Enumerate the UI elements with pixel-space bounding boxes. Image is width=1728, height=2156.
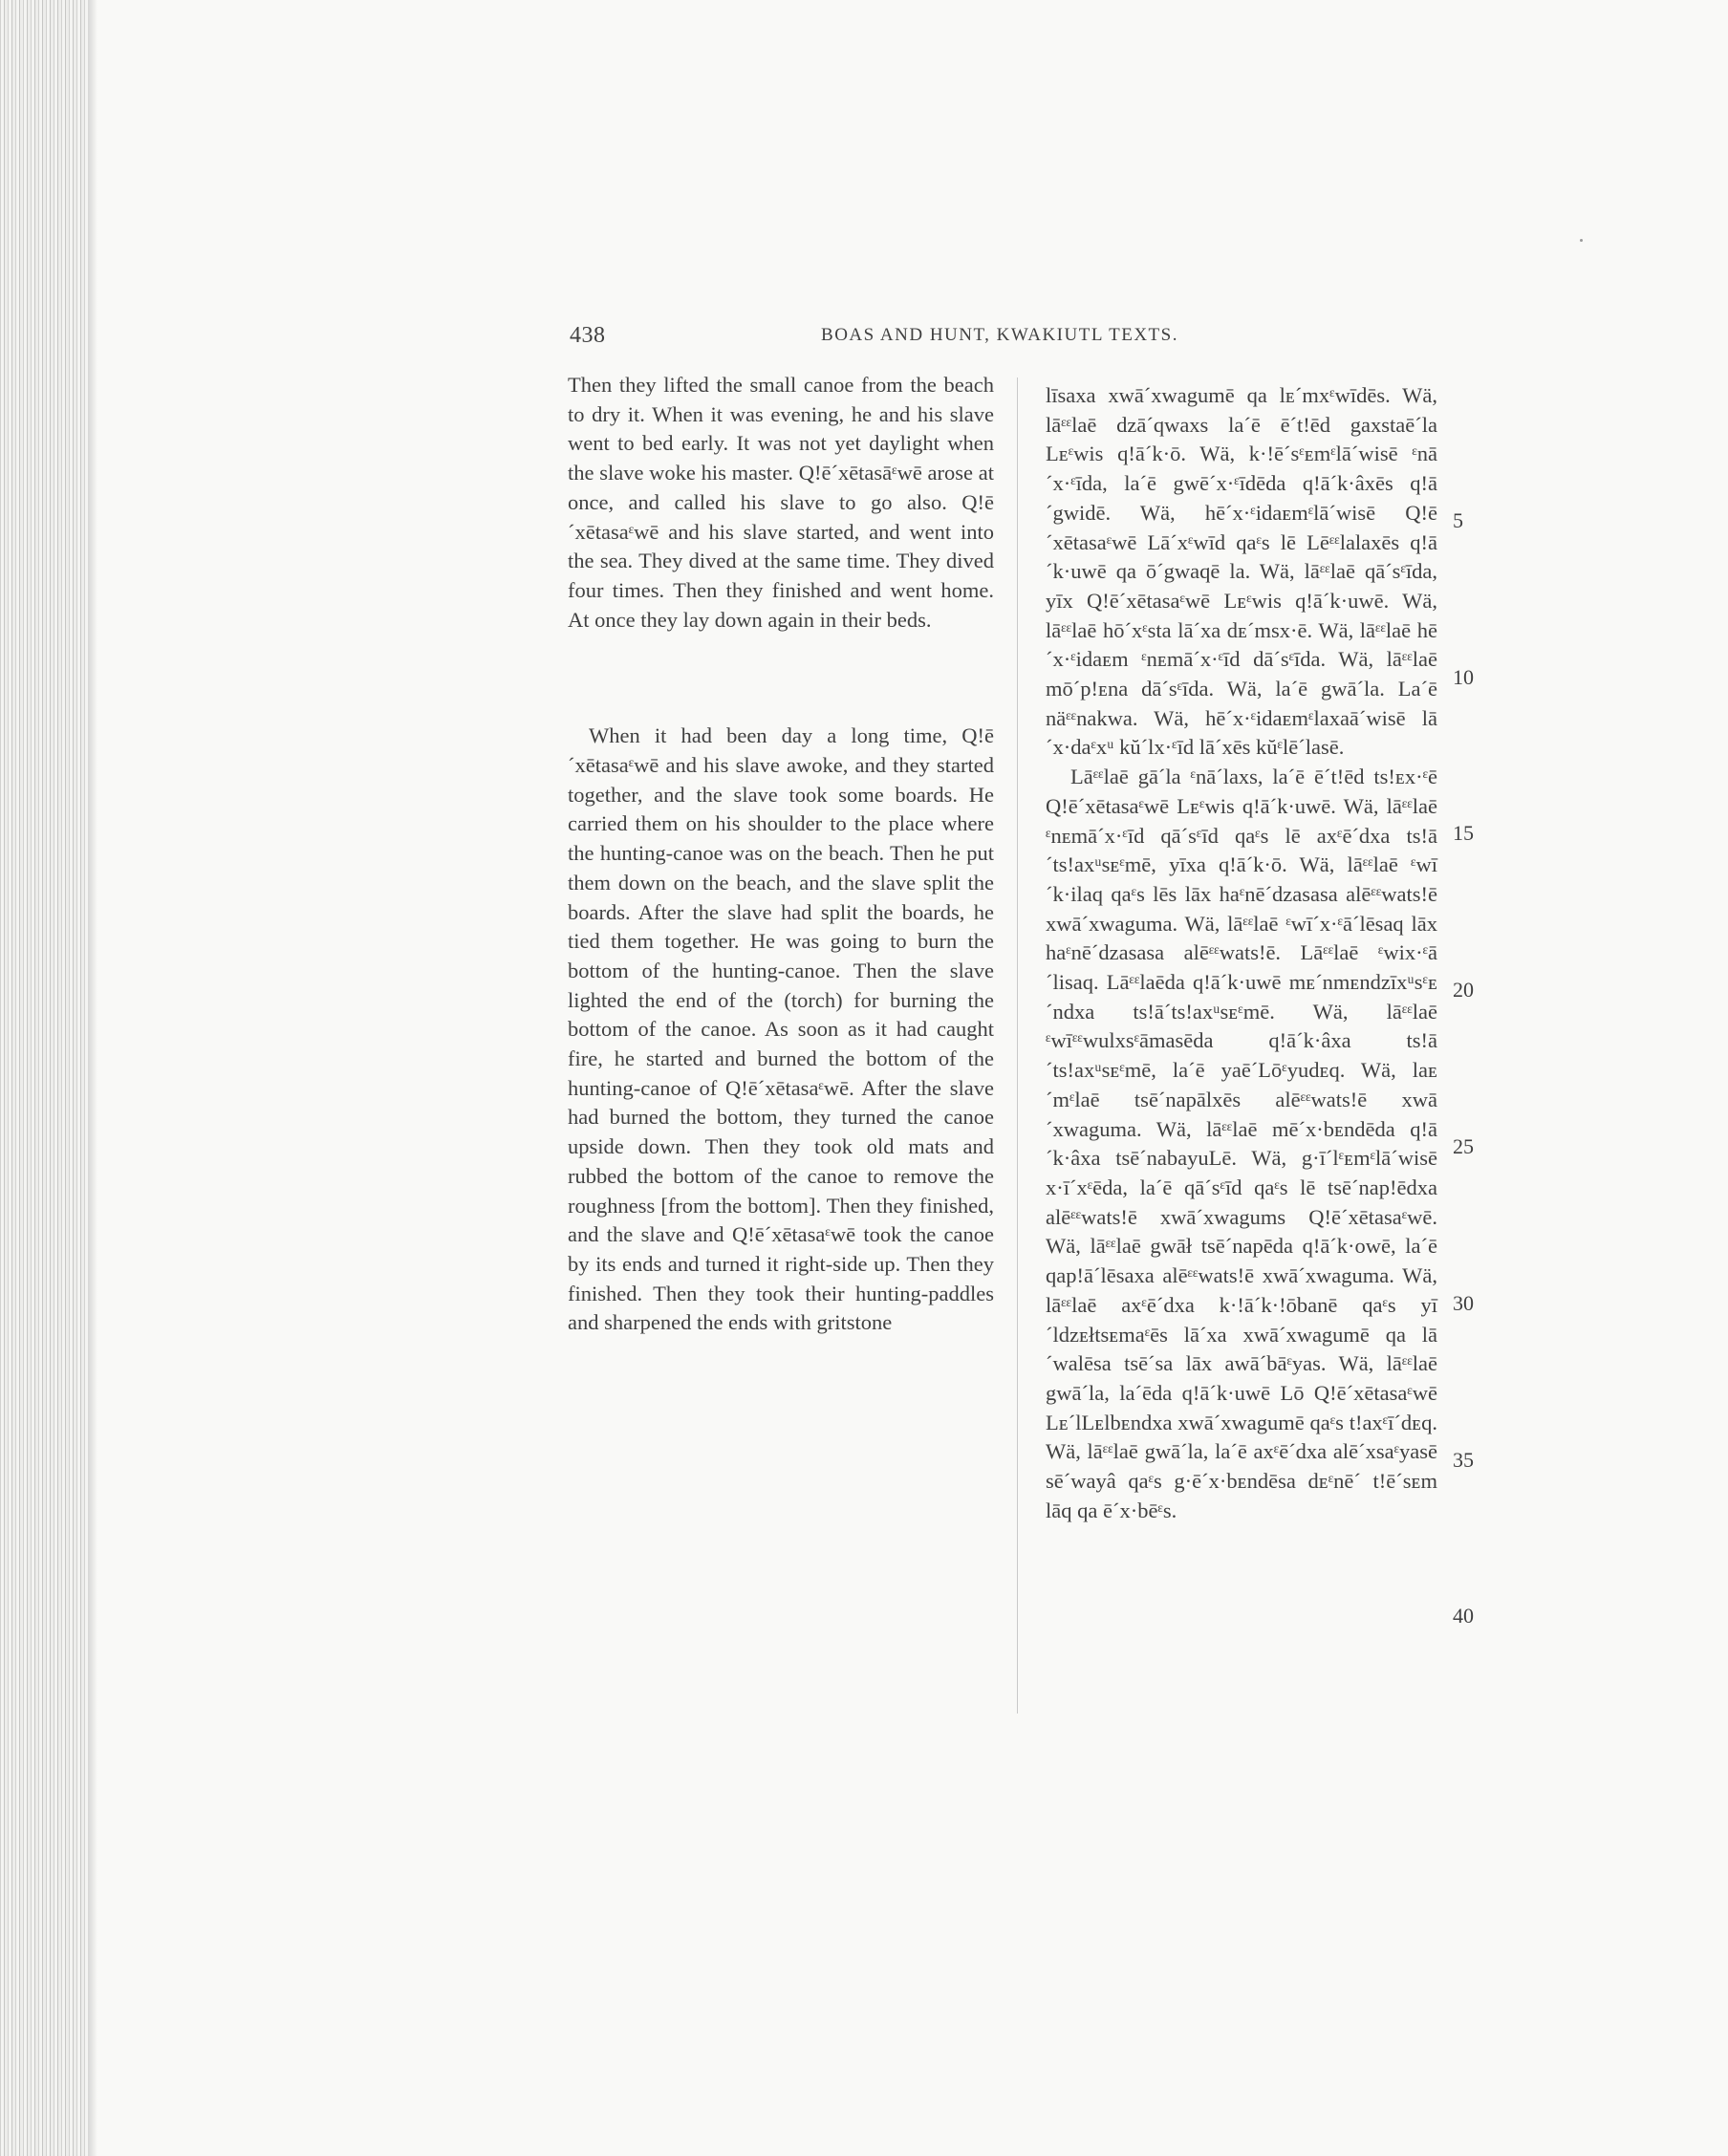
dust-speck (1580, 239, 1583, 242)
line-number: 15 (1453, 821, 1474, 845)
page-number: 438 (570, 323, 606, 348)
line-number: 30 (1453, 1291, 1474, 1315)
book-page-edges (0, 0, 88, 2156)
english-paragraph: Then they lifted the small canoe from the beach to dry it. When it was evening, he and his slave went to bed early. It was not yet daylight when the slave woke his master. Q!ē´xētasāᵋwē arose at once, and called his slave to go also. Q!ē´xētasaᵋwē and his slave started, and went into the sea. They dived at the same time. They dived four times. Then they finished and went home. At once they lay down again in their beds. (568, 373, 994, 632)
column-divider (1017, 377, 1018, 1714)
page-header (570, 323, 1430, 356)
line-number: 40 (1453, 1604, 1474, 1628)
kwakiutl-paragraph: Lāᵋᵋlaē gā´la ᵋnā´laxs, la´ē ē´t!ēd ts!ᴇx·ᵋē Q!ē´xētasaᵋwē Lᴇᵋwis q!ā´k·uwē. Wä, lāᵋᵋlaē ᵋnᴇmā´x·ᵋīd qā´sᵋīd qaᵋs lē axᵋē´dxa ts!ā´ts!axᵘsᴇᵋmē, yīxa q!ā´k·ō. Wä, lāᵋᵋlaē ᵋwī´k·ilaq qaᵋs lēs lāx haᵋnē´dzasasa alēᵋᵋwats!ē xwā´xwaguma. Wä, lāᵋᵋlaē ᵋwī´x·ᵋā´lēsaq lāx haᵋnē´dzasasa alēᵋᵋwats!ē. Lāᵋᵋlaē ᵋwix·ᵋā´lisaq. Lāᵋᵋlaēda q!ā´k·uwē mᴇ´nmᴇndzīxᵘsᵋᴇ´ndxa ts!ā´ts!axᵘsᴇᵋmē. Wä, lāᵋᵋlaē ᵋwīᵋᵋwulxsᵋāmasēda q!ā´k·âxa ts!ā´ts!axᵘsᴇᵋmē, la´ē yaē´Lōᵋyudᴇq. Wä, laᴇ´mᵋlaē tsē´napālxēs alēᵋᵋwats!ē xwā´xwaguma. Wä, lāᵋᵋlaē mē´x·bᴇndēda q!ā´k·âxa tsē´nabayuLē. Wä, g·ī´lᵋᴇmᵋlā´wisē x·ī´xᵋēda, la´ē qā´sᵋīd qaᵋs lē tsē´nap!ēdxa alēᵋᵋwats!ē xwā´xwagums Q!ē´xētasaᵋwē. Wä, lāᵋᵋlaē gwāł tsē´napēda q!ā´k·owē, la´ē qap!ā´lēsaxa alēᵋᵋwats!ē xwā´xwaguma. Wä, lāᵋᵋlaē axᵋē´dxa k·!ā´k·!ōbanē qaᵋs yī´ldzᴇłtsᴇmaᵋēs lā´xa xwā´xwagumē qa lā´walēsa tsē´sa lāx awā´bāᵋyas. Wä, lāᵋᵋlaē gwā´la, la´ēda q!ā´k·uwē Lō Q!ē´xētasaᵋwē Lᴇ´lLᴇlbᴇndxa xwā´xwagumē qaᵋs t!axᵋī´dᴇq. Wä, lāᵋᵋlaē gwā´la, la´ē axᵋē´dxa alē´xsaᵋyasē sē´wayâ qaᵋs g·ē´x·bᴇndēsa dᴇᵋnē´ t!ē´sᴇm lāq qa ē´x·bēᵋs. (1046, 765, 1437, 1522)
line-number: 20 (1453, 978, 1474, 1002)
kwakiutl-paragraph: līsaxa xwā´xwagumē qa lᴇ´mxᵋwīdēs. Wä, lāᵋᵋlaē dzā´qwaxs la´ē ē´t!ēd gaxstaē´la Lᴇᵋwis q!ā´k·ō. Wä, k·!ē´sᵋᴇmᵋlā´wisē ᵋnā´x·ᵋīda, la´ē gwē´x·ᵋīdēda q!ā´k·âxēs q!ā´gwidē. Wä, hē´x·ᵋidaᴇmᵋlā´wisē Q!ē´xētasaᵋwē Lā´xᵋwīd qaᵋs lē Lēᵋᵋlalaxēs q!ā´k·uwē qa ō´gwaqē la. Wä, lāᵋᵋlaē qā´sᵋīda, yīx Q!ē´xētasaᵋwē Lᴇᵋwis q!ā´k·uwē. Wä, lāᵋᵋlaē hō´xᵋsta lā´xa dᴇ´msx·ē. Wä, lāᵋᵋlaē hē´x·ᵋidaᴇm ᵋnᴇmā´x·ᵋīd dā´sᵋīda. Wä, lāᵋᵋlaē mō´p!ᴇna dā´sᵋīda. Wä, la´ē gwā´la. La´ē näᵋᵋnakwa. Wä, hē´x·ᵋidaᴇmᵋlaxaā´wisē lā´x·daᵋxᵘ kŭ´lx·ᵋīd lā´xēs kŭᵋlē´lasē. (1046, 383, 1437, 760)
running-head: BOAS AND HUNT, KWAKIUTL TEXTS. (821, 325, 1178, 345)
line-number: 25 (1453, 1134, 1474, 1158)
line-number: 10 (1453, 665, 1474, 689)
english-paragraph: When it had been day a long time, Q!ē´xētasaᵋwē and his slave awoke, and they started together, and the slave took some boards. He carried them on his shoulder to the place where the hunting-canoe was on the beach. Then he put them down on the beach, and the slave split the boards. After the slave had split the boards, he tied them together. He was going to burn the bottom of the hunting-canoe. Then the slave lighted the end of the (torch) for burning the bottom of the canoe. As soon as it had caught fire, he started and burned the bottom of the hunting-canoe of Q!ē´xētasaᵋwē. After the slave had burned the bottom, they turned the canoe upside down. Then they took old mats and rubbed the bottom of the canoe to remove the roughness [from the bottom]. Then they finished, and the slave and Q!ē´xētasaᵋwē took the canoe by its ends and turned it right-side up. Then they finished. Then they took their hunting-paddles and sharpened the ends with gritstone (568, 723, 994, 1335)
line-number: 5 (1453, 508, 1463, 532)
line-number: 35 (1453, 1448, 1474, 1472)
english-translation-column (568, 371, 994, 1338)
kwakiutl-text-column (1046, 381, 1437, 1525)
